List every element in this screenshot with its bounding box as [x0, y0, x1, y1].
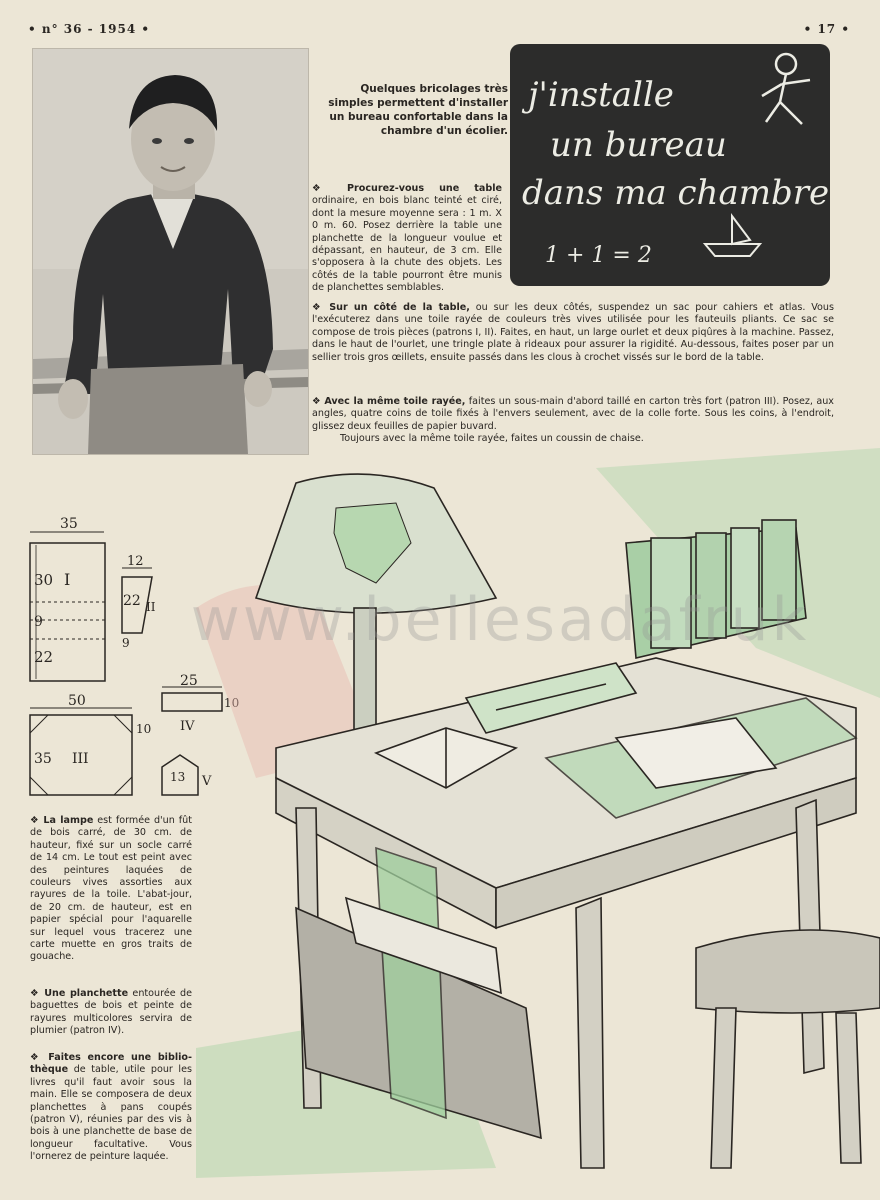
pattern-5-width: 13	[170, 770, 186, 784]
pattern-4-height: 10	[224, 696, 240, 710]
plank-lead: Une planchette	[44, 988, 129, 999]
desk-pad-text: faites un sous-main d'abord taillé en carton très fort (patron III). Posez, aux angles, quatre coins de toile fixés à l'envers seulement, avec de la colle forte. Sous les coins, à l'endroit, glissez deux feuilles de papier buvard.	[312, 396, 834, 432]
bag-instruction: ❖ Sur un côté de la table, ou sur les deux côtés, suspendez un sac pour cahiers et atlas. Vous l'exécuterez dans une toile rayée de couleurs très vives utilisée pour les fauteuils pliants. Ce sac se compose de trois pièces (patrons I, II). Faites, en haut, un large ourlet et deux piqûres à la machine. Passez, dans le haut de l'ourlet, une tringle plate à rideaux pour assurer la rigidité. Au-dessous, faites poser par un sellier trois gros œillets, ensuite passés dans les clous à crochet vissés sur le bord de la table.	[312, 302, 834, 363]
pattern-2-height: 22	[123, 593, 141, 609]
page-number: • 17 •	[803, 22, 850, 36]
lamp-text: est formée d'un fût de bois carré, de 30 cm. de hauteur, fixé sur un socle carré de 14 cm. Le tout est peint avec des peintures laquées de couleurs vives assorties aux rayures de la toile. L'abat-jour, de 20 cm. de hauteur, est en papier spécial pour l'aquarelle sur lequel vous tracerez une carte muette en gros traits de gouache.	[30, 815, 192, 963]
pattern-3	[30, 693, 151, 795]
table-instruction: ❖ Procurez-vous une table ordinaire, en bois blanc teinté et ciré, dont la mesure moyenne sera : 1 m. X 0 m. 60. Posez derrière la table une planchette de la longueur voulue et dépassant, en hauteur, de 3 cm. Elle s'opposera à la chute des objets. Les côtés de la table pourront être munis de planchettes semblables.	[312, 183, 502, 294]
boy-photo	[32, 48, 309, 455]
bookshelf-lead: Faites encore une biblio-thèque	[30, 1052, 192, 1076]
chair-icon	[696, 930, 880, 1168]
bookshelf-text: de table, utile pour les livres qu'il faut avoir sous la main. Elle se composera de deux planchettes à pans coupés (patron V), réunies par des vis à bois à une planchette de base de longueur facultative. Vous l'ornerez de peinture laquée.	[30, 1064, 192, 1163]
chalkboard-title	[510, 44, 830, 286]
title-line-1: j'installe	[528, 75, 674, 115]
bag-lead: Sur un côté de la table,	[329, 302, 470, 313]
paper-boat-icon	[705, 216, 760, 256]
plank-text: entourée de baguettes de bois et peinte de rayures multicolores servira de plumier (patron IV).	[30, 988, 192, 1037]
pattern-1-label: I	[64, 570, 71, 589]
pattern-1	[30, 516, 105, 681]
lamp-instruction: ❖ La lampe est formée d'un fût de bois carré, de 30 cm. de hauteur, fixé sur un socle carré de 14 cm. Le tout est peint avec des peintures laquées de couleurs vives assorties aux rayures de la toile. L'abat-jour, de 20 cm. de hauteur, est en papier spécial pour l'aquarelle sur lequel vous tracerez une carte muette en gros traits de gouache.	[30, 815, 192, 963]
pattern-3-width: 50	[68, 693, 86, 709]
desk-pad-lead: Avec la même toile rayée,	[324, 396, 466, 407]
pattern-4-width: 25	[180, 673, 198, 689]
table-lead: Procurez-vous une table	[347, 183, 502, 194]
stick-figure-icon	[762, 54, 810, 124]
desk-illustration	[196, 448, 880, 1178]
pattern-2-label: II	[146, 600, 156, 614]
pattern-4-label: IV	[180, 719, 195, 734]
intro-text: Quelques bricolages très simples permettent d'installer un bureau confortable dans la chambre d'un écolier.	[328, 83, 508, 137]
bookshelf-instruction: ❖ Faites encore une biblio-thèque de table, utile pour les livres qu'il faut avoir sous la main. Elle se composera de deux planchettes à pans coupés (patron V), réunies par des vis à bois à une planchette de base de longueur facultative. Vous l'ornerez de peinture laquée.	[30, 1052, 192, 1163]
pattern-3-height: 35	[34, 751, 52, 767]
equation: 1 + 1 = 2	[545, 243, 652, 268]
cushion-instruction: Toujours avec la même toile rayée, faites un coussin de chaise.	[340, 433, 644, 444]
pattern-3-label: III	[72, 751, 89, 767]
pattern-1-h1: 30	[34, 571, 54, 589]
title-line-3: dans ma chambre	[522, 173, 830, 213]
issue-number: • n° 36 - 1954 •	[28, 22, 151, 36]
pattern-2-top: 12	[127, 554, 144, 569]
watermark: www.bellesadafruk	[190, 585, 810, 655]
pattern-3-side: 10	[136, 722, 152, 736]
pattern-2-bottom: 9	[122, 636, 130, 650]
pattern-1-h2: 9	[34, 614, 43, 630]
pattern-1-h3: 22	[34, 648, 54, 666]
table-text: ordinaire, en bois blanc teinté et ciré, dont la mesure moyenne sera : 1 m. X 0 m. 60. Posez derrière la table une planchette de la longueur voulue et dépassant, en hauteur, de 3 cm. Elle s'opposera à la chute des objets. Les côtés de la table pourront être munis de planchettes semblables.	[312, 195, 502, 294]
plank-instruction: ❖ Une planchette entourée de baguettes de bois et peinte de rayures multicolores servira de plumier (patron IV).	[30, 988, 192, 1037]
bag-text: ou sur les deux côtés, suspendez un sac pour cahiers et atlas. Vous l'exécuterez dans une toile rayée de couleurs très vives utilisée pour les fauteuils pliants. Ce sac se compose de trois pièces (patrons I, II). Faites, en haut, un large ourlet et deux piqûres à la machine. Passez, dans le haut de l'ourlet, une tringle plate à rideaux pour assurer la rigidité. Au-dessous, faites poser par un sellier trois gros œillets, ensuite passés dans les clous à crochet vissés sur le bord de la table.	[312, 302, 834, 363]
pattern-5-label: V	[202, 774, 212, 789]
desk-pad-instruction: ❖ Avec la même toile rayée, faites un sous-main d'abord taillé en carton très fort (patron III). Posez, aux angles, quatre coins de toile fixés à l'envers seulement, avec de la colle forte. Sous les coins, à l'endroit, glissez deux feuilles de papier buvard.	[312, 396, 834, 432]
pattern-1-width: 35	[60, 516, 78, 532]
title-line-2: un bureau	[550, 125, 727, 165]
lamp-lead: La lampe	[43, 815, 94, 826]
